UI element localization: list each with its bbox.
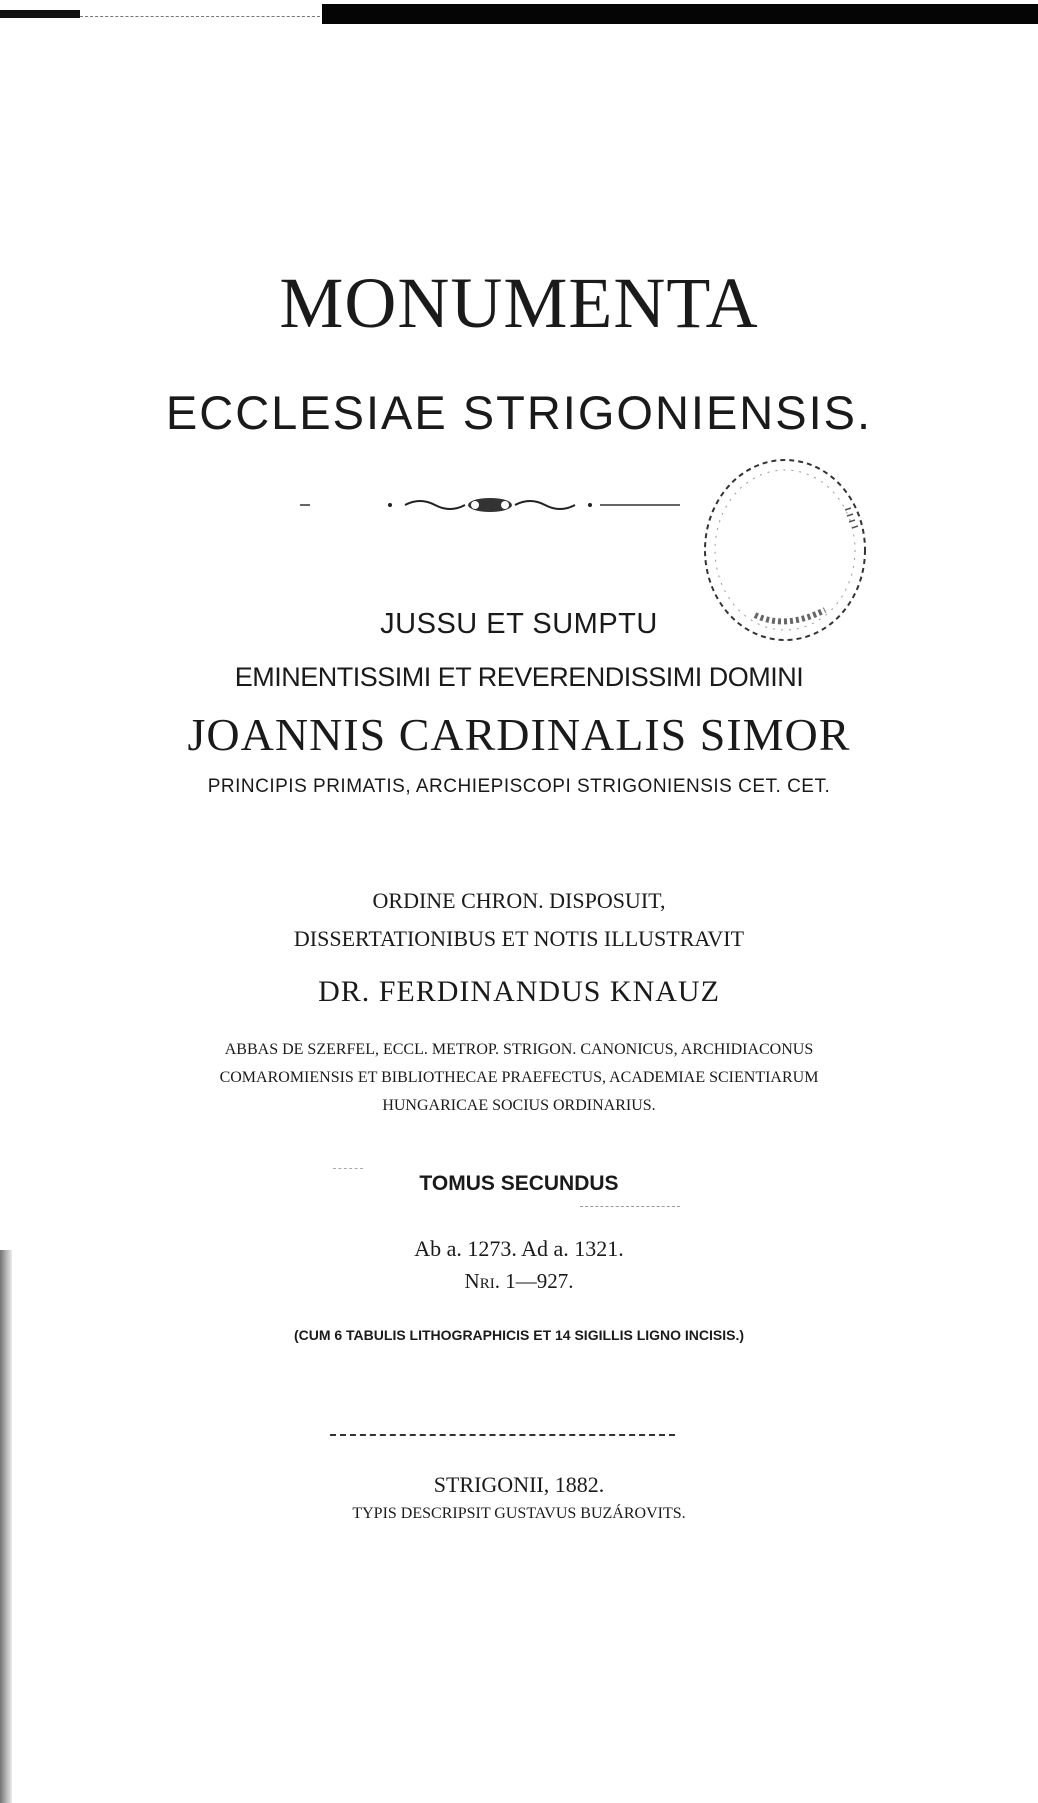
page-title: MONUMENTA (279, 263, 759, 343)
scan-edge-bar (322, 4, 1038, 24)
small-rule-right (580, 1206, 680, 1207)
volume-range: Ab a. 1273. Ad a. 1321. (414, 1236, 624, 1261)
editor-bio-2: COMAROMIENSIS ET BIBLIOTHECAE PRAEFECTUS, ACADEMIAE SCIENTIARUM (219, 1069, 819, 1086)
volume-plates: (CUM 6 TABULIS LITHOGRAPHICIS ET 14 SIGILLIS LIGNO INCISIS.) (293, 1327, 745, 1343)
volume-numbers: Nri. 1—927. (464, 1269, 574, 1293)
imprint-rule (330, 1434, 675, 1436)
imprint-printer: TYPIS DESCRIPSIT GUSTAVUS BUZÁROVITS. (352, 1505, 686, 1522)
patron-title: PRINCIPIS PRIMATIS, ARCHIEPISCOPI STRIGONIENSIS CET. CET. (207, 776, 831, 797)
patron-name: JOANNIS CARDINALIS SIMOR (187, 709, 851, 760)
editor-bio-1: ABBAS DE SZERFEL, ECCL. METROP. STRIGON. CANONICUS, ARCHIDIACONUS (224, 1041, 814, 1058)
editor-bio-3: HUNGARICAE SOCIUS ORDINARIUS. (382, 1097, 656, 1114)
scan-artifact-dashes (80, 16, 320, 17)
page-subtitle: ECCLESIAE STRIGONIENSIS. (165, 386, 873, 439)
small-rule-left (333, 1168, 363, 1169)
ornament-divider (300, 490, 680, 520)
commission-line-2: EMINENTISSIMI ET REVERENDISSIMI DOMINI (234, 662, 804, 692)
editor-line-2: DISSERTATIONIBUS ET NOTIS ILLUSTRAVIT (293, 926, 745, 951)
editor-line-1: ORDINE CHRON. DISPOSUIT, (372, 888, 666, 913)
imprint-place-year: STRIGONII, 1882. (433, 1472, 605, 1497)
volume-label: TOMUS SECUNDUS (419, 1172, 619, 1195)
editor-name: DR. FERDINANDUS KNAUZ (318, 975, 720, 1008)
scan-artifact (0, 10, 80, 18)
commission-line-1: JUSSU ET SUMPTU (380, 608, 658, 640)
